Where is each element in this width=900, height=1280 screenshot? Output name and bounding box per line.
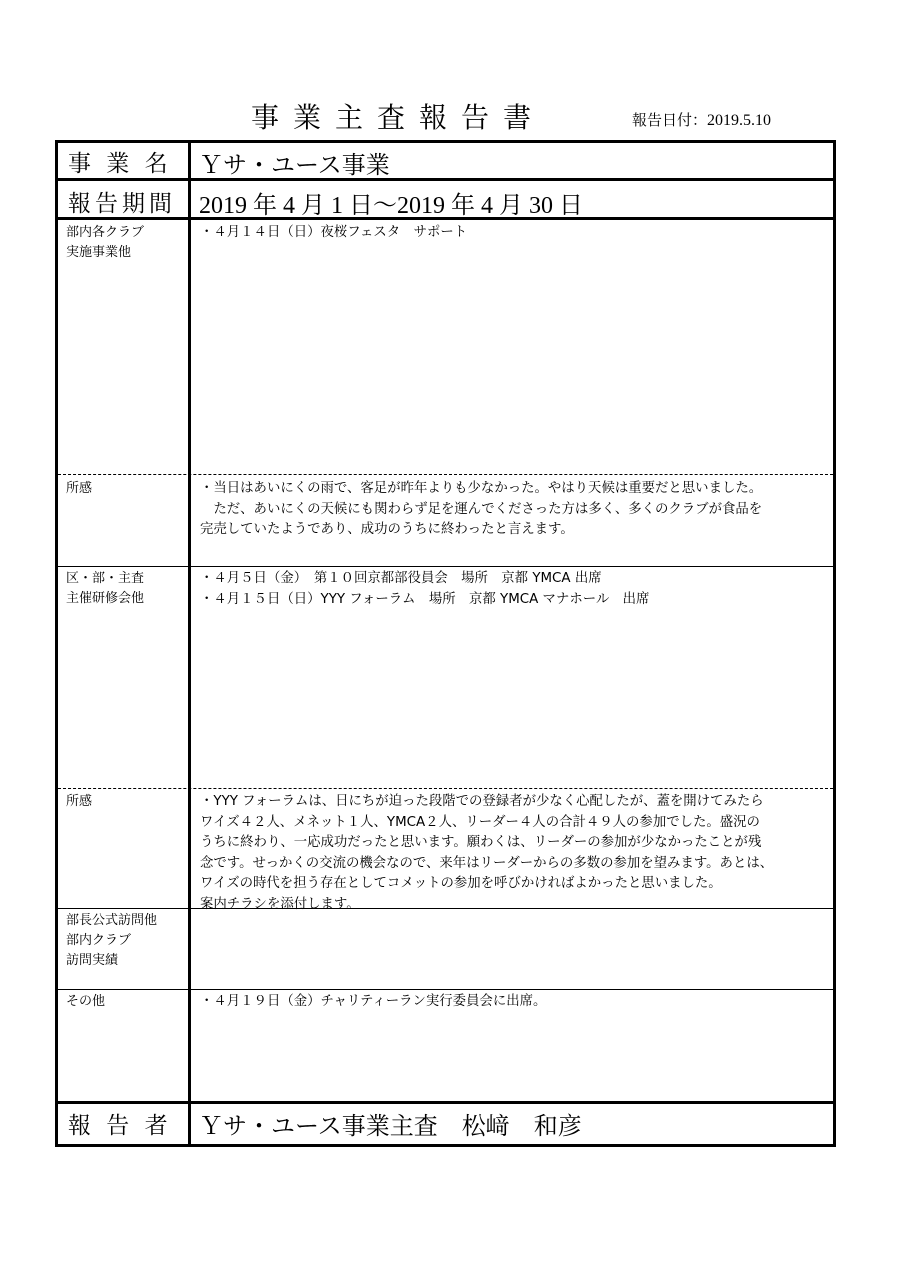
text-line: ・４月１４日（日）夜桜フェスタ サポート bbox=[200, 225, 468, 240]
text-line: うちに終わり、一応成功だったと思います。願わくは、リーダーの参加が少なかったことが残 bbox=[200, 835, 762, 850]
period-label: 報告期間 bbox=[68, 191, 176, 217]
label-line: 部内クラブ bbox=[66, 933, 132, 948]
text-line: ワイズ４２人、メネット１人、YMCA２人、リーダー４人の合計４９人の参加でした。盛況の bbox=[200, 814, 760, 830]
label-line: 区・部・主査 bbox=[66, 571, 145, 586]
label-line: 部長公式訪問他 bbox=[66, 913, 158, 928]
text-line: ・４月１５日（日）YYY フォーラム 場所 京都 YMCA マナホール 出席 bbox=[200, 591, 650, 607]
reporter-value: Ｙサ・ユース事業主査 松﨑 和彦 bbox=[199, 1114, 582, 1140]
report-date bbox=[632, 109, 771, 130]
text-line: ・YYY フォーラムは、日にちが迫った段階での登録者が少なく心配したが、蓋を開けてみたら bbox=[200, 794, 764, 809]
impressions-1-text bbox=[200, 479, 835, 541]
impressions-2-label: 所感 bbox=[66, 794, 93, 809]
row-divider bbox=[58, 989, 833, 990]
other-text bbox=[200, 992, 835, 1013]
label-line: 実施事業他 bbox=[66, 245, 132, 260]
column-divider bbox=[188, 143, 191, 1144]
club-events-label bbox=[66, 223, 184, 263]
report-date-value: 2019.5.10 bbox=[707, 112, 772, 129]
row-divider bbox=[58, 178, 833, 181]
label-line: 部内各クラブ bbox=[66, 225, 145, 240]
text-line: ただ、あいにくの天候にも関わらず足を運んでくださった方は多く、多くのクラブが食品を bbox=[200, 501, 763, 517]
reporter-label: 報 告 者 bbox=[68, 1113, 172, 1139]
project-value: Ｙサ・ユース事業 bbox=[199, 153, 390, 179]
label-line: 訪問実績 bbox=[66, 953, 119, 968]
text-line: ・４月１９日（金）チャリティーラン実行委員会に出席。 bbox=[200, 994, 547, 1009]
text-line: ワイズの時代を担う存在としてコメットの参加を呼びかければよかったと思いました。 bbox=[200, 876, 722, 891]
row-divider bbox=[58, 1101, 833, 1104]
club-events-text bbox=[200, 223, 835, 244]
text-line: 案内チラシを添付します。 bbox=[200, 896, 360, 912]
project-label: 事 業 名 bbox=[68, 151, 172, 177]
label-line: 主催研修会他 bbox=[66, 591, 145, 606]
row-divider-dashed bbox=[58, 474, 833, 475]
text-line: 完売していたようであり、成功のうちに終わったと言えます。 bbox=[200, 522, 574, 537]
impressions-1-label: 所感 bbox=[66, 481, 93, 496]
row-divider bbox=[58, 566, 833, 567]
text-line: 念です。せっかくの交流の機会なので、来年はリーダーからの多数の参加を望みます。あとは、 bbox=[200, 855, 774, 871]
text-line: ・当日はあいにくの雨で、客足が昨年よりも少なかった。やはり天候は重要だと思いました。 bbox=[200, 481, 763, 496]
district-events-label bbox=[66, 569, 184, 609]
impressions-2-text bbox=[200, 792, 835, 915]
visits-label bbox=[66, 911, 184, 971]
period-value: 2019 年 4 月 1 日～2019 年 4 月 30 日 bbox=[199, 193, 583, 219]
row-divider-dashed bbox=[58, 788, 833, 789]
district-events-text bbox=[200, 569, 835, 610]
report-date-label: 報告日付： bbox=[632, 111, 708, 129]
other-label: その他 bbox=[66, 994, 106, 1009]
text-line: ・４月５日（金） 第１０回京都部役員会 場所 京都 YMCA 出席 bbox=[200, 571, 602, 586]
document-title: 事業主査報告書 bbox=[250, 101, 545, 134]
report-form bbox=[55, 140, 836, 1147]
